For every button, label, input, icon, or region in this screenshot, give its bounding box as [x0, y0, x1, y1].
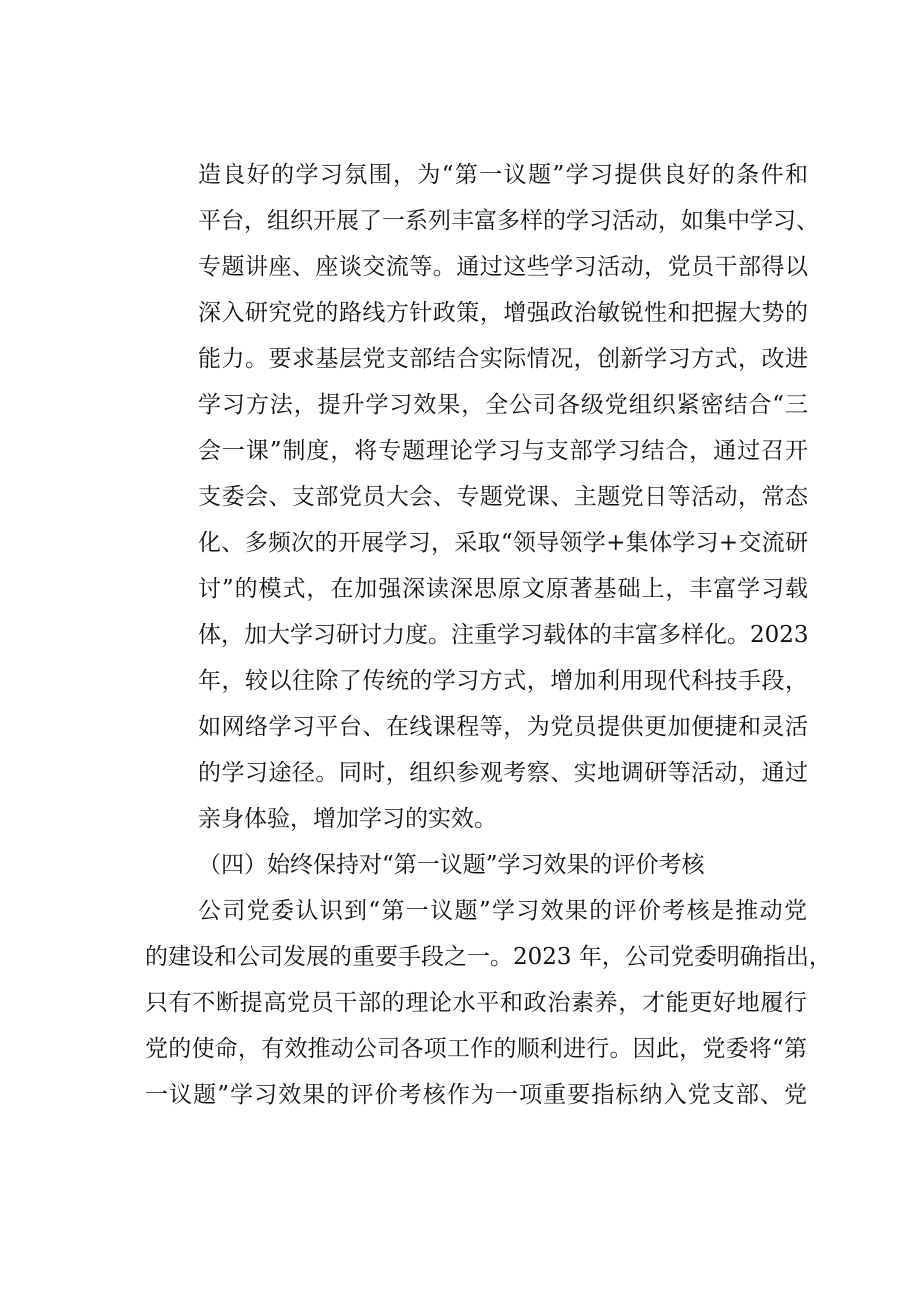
text-line: 支委会、支部党员大会、专题党课、主题党日等活动，常态	[198, 484, 808, 510]
text-line: 党的使命，有效推动公司各项工作的顺利进行。因此，党委将“第	[145, 1036, 807, 1062]
text-line: 亲身体验，增加学习的实效。	[198, 806, 497, 832]
text-line: 只有不断提高党员干部的理论水平和政治素养，才能更好地履行	[145, 990, 807, 1016]
text-line: 如网络学习平台、在线课程等，为党员提供更加便捷和灵活	[198, 714, 808, 740]
text-line: 公司党委认识到“第一议题”学习效果的评价考核是推动党	[198, 898, 807, 924]
text-line: 造良好的学习氛围，为“第一议题”学习提供良好的条件和	[198, 162, 808, 188]
text-line: 一议题”学习效果的评价考核作为一项重要指标纳入党支部、党	[145, 1082, 807, 1108]
text-line: 会一课”制度，将专题理论学习与支部学习结合，通过召开	[198, 438, 808, 464]
text-line: 深入研究党的路线方针政策，增强政治敏锐性和把握大势的	[198, 300, 808, 326]
text-line: 年，较以往除了传统的学习方式，增加利用现代科技手段，	[198, 668, 808, 694]
section-heading: （四）始终保持对“第一议题”学习效果的评价考核	[198, 852, 705, 878]
text-line: 讨”的模式，在加强深读深思原文原著基础上，丰富学习载	[198, 576, 808, 602]
text-line: 的学习途径。同时，组织参观考察、实地调研等活动，通过	[198, 760, 808, 786]
text-line: 平台，组织开展了一系列丰富多样的学习活动，如集中学习、	[198, 208, 819, 234]
text-line: 能力。要求基层党支部结合实际情况，创新学习方式，改进	[198, 346, 808, 372]
text-line: 的建设和公司发展的重要手段之一。2023 年，公司党委明确指出，	[145, 944, 832, 970]
text-line: 学习方法，提升学习效果，全公司各级党组织紧密结合“三	[198, 392, 808, 418]
text-line: 专题讲座、座谈交流等。通过这些学习活动，党员干部得以	[198, 254, 808, 280]
text-line: 化、多频次的开展学习，采取“领导领学+集体学习+交流研	[198, 530, 808, 556]
text-line: 体，加大学习研讨力度。注重学习载体的丰富多样化。2023	[198, 622, 809, 648]
